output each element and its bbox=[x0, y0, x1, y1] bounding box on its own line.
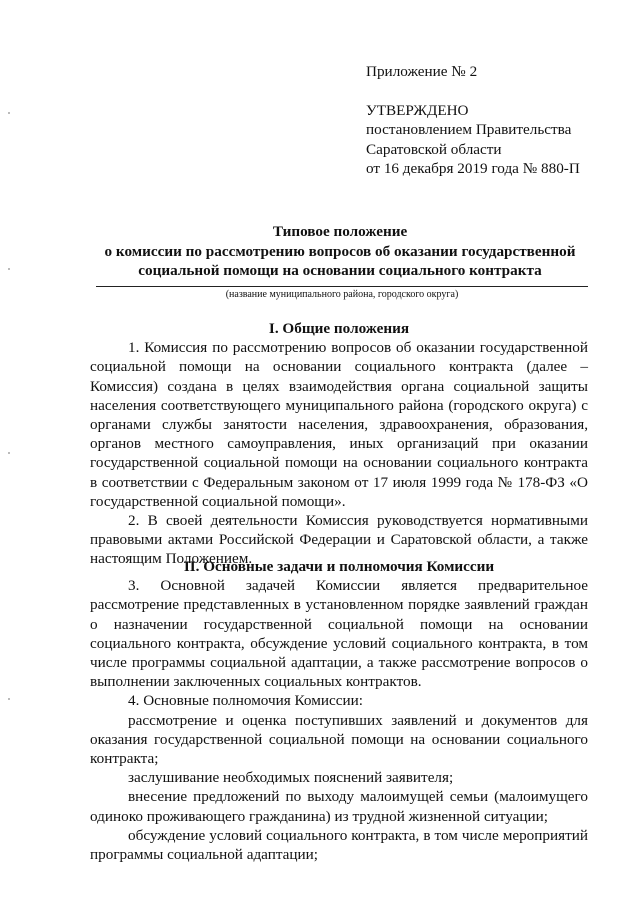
approval-block bbox=[366, 62, 626, 179]
scan-speck bbox=[8, 452, 10, 454]
section-heading: I. Общие положения bbox=[268, 320, 410, 337]
scan-speck bbox=[8, 268, 10, 270]
powers-item-3: внесение предложений по выходу малоимущей семьи (малоимущего одиноко проживающего гражданина) из трудной жизненной ситуации; bbox=[90, 788, 588, 825]
section-heading: II. Основные задачи и полномочия Комиссии bbox=[183, 558, 495, 575]
approval-line-2: Саратовской области bbox=[366, 140, 502, 158]
approved-label: УТВЕРЖДЕНО bbox=[366, 101, 469, 119]
powers-item-1: рассмотрение и оценка поступивших заявлений и документов для оказания государственной социальной помощи на основании социального контракта; bbox=[90, 711, 588, 768]
paragraph-2: 2. В своей деятельности Комиссия руководствуется нормативными правовыми актами Российской Федерации и Саратовской области, а также настоящим Положением. bbox=[90, 512, 588, 568]
title-line-3: социальной помощи на основании социального контракта bbox=[138, 262, 542, 279]
powers-item-4: обсуждение условий социального контракта, в том числе мероприятий программы социальной адаптации; bbox=[90, 826, 588, 864]
appendix-number: Приложение № 2 bbox=[366, 63, 478, 80]
scan-speck bbox=[8, 112, 10, 114]
paragraph-4: 4. Основные полномочия Комиссии: bbox=[128, 692, 363, 710]
section-general bbox=[90, 319, 588, 569]
paragraph-3: 3. Основной задачей Комиссии является предварительное рассмотрение представленных в установленном порядке заявлений граждан о назначении государственной социальной помощи на основании социального контракта, обсуждение условий социального контракта, в том числе программы социальной адаптации, а также рассмотрение вопросов о выполнении заключенных социальных контрактов. bbox=[90, 577, 588, 691]
fill-in-line bbox=[96, 286, 588, 287]
title-line-1: Типовое положение bbox=[272, 223, 408, 240]
section-tasks bbox=[90, 557, 588, 864]
powers-item-2: заслушивание необходимых пояснений заявителя; bbox=[128, 769, 454, 787]
document-title bbox=[90, 222, 590, 281]
scan-speck bbox=[8, 698, 10, 700]
paragraph-1: 1. Комиссия по рассмотрению вопросов об оказании государственной социальной помощи на основании социального контракта (далее – Комиссия) создана в целях взаимодействия органа социальной защиты населения соответствующего муниципального района (городского округа) с органами службы занятости населения, здравоохранения, образования, органов местного самоуправления, иных организаций при оказании государственной социальной помощи на основании социального контракта в соответствии с Федеральным законом от 17 июля 1999 года № 178-ФЗ «О государственной социальной помощи». bbox=[90, 339, 588, 510]
title-line-2: о комиссии по рассмотрению вопросов об оказании государственной bbox=[104, 242, 576, 260]
approval-line-1: постановлением Правительства bbox=[366, 121, 572, 138]
approval-line-3: от 16 декабря 2019 года № 880-П bbox=[366, 160, 580, 177]
fill-in-caption: (название муниципального района, городского округа) bbox=[225, 289, 459, 300]
